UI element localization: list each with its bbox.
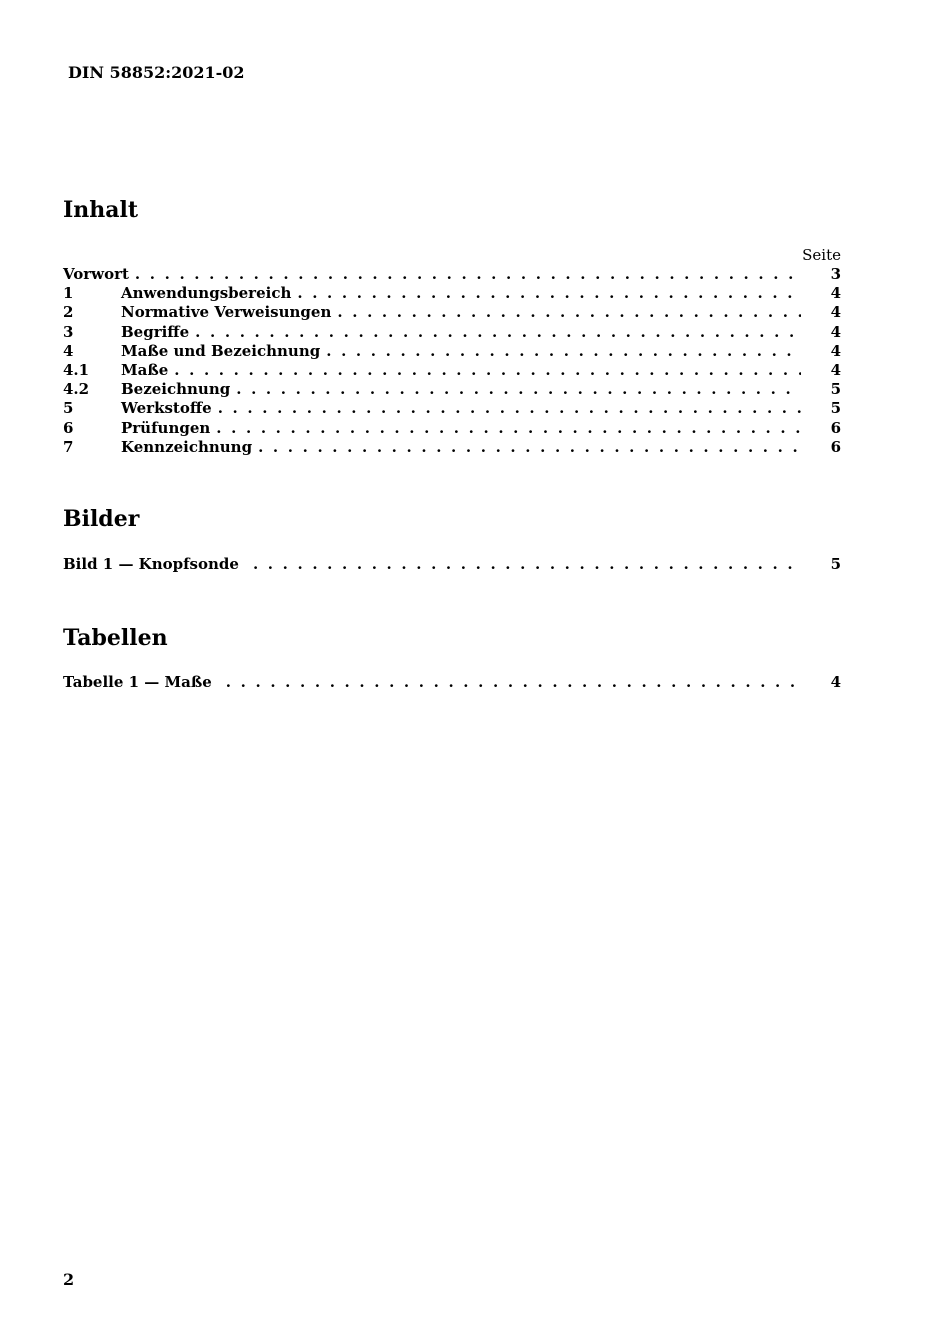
toc-entry-title: Begriffe: [121, 322, 190, 341]
leader-dots: [236, 380, 801, 399]
toc-entry-page: 5: [830, 380, 841, 399]
toc-entry-number: 6: [63, 418, 74, 437]
document-id: DIN 58852:2021-02: [68, 63, 245, 82]
leader-dots: [135, 265, 801, 284]
toc-entry-page: 4: [830, 322, 841, 341]
figures-heading: Bilder: [63, 506, 140, 532]
toc-entry-page: 3: [830, 265, 841, 283]
leader-dots: [226, 673, 801, 692]
toc-entry-page: 4: [830, 284, 841, 303]
leader-dots: [195, 323, 801, 342]
table-of-contents: [63, 246, 841, 457]
page-number: 2: [63, 1270, 75, 1289]
figure-entry-page: 5: [830, 555, 841, 573]
toc-entry-5[interactable]: [63, 399, 841, 418]
toc-entry-title: Vorwort: [63, 265, 129, 283]
toc-entry-page: 6: [830, 437, 841, 456]
toc-entry-number: 4.1: [63, 360, 90, 379]
toc-entry-title: Prüfungen: [121, 418, 211, 437]
list-of-tables: [63, 673, 841, 692]
toc-entry-number: 1: [63, 284, 74, 303]
figure-entry-title: Bild 1 — Knopfsonde: [63, 555, 239, 573]
toc-entry-title: Maße: [121, 360, 169, 379]
toc-entry-number: 4.2: [63, 380, 90, 399]
toc-entry-page: 4: [830, 360, 841, 379]
figure-entry-1[interactable]: [63, 555, 841, 574]
toc-entry-title: Kennzeichnung: [121, 437, 253, 456]
toc-entry-title: Werkstoffe: [121, 399, 212, 418]
toc-entry-6[interactable]: [63, 419, 841, 438]
toc-entry-title: Normative Verweisungen: [121, 303, 332, 322]
toc-entry-number: 7: [63, 437, 74, 456]
toc-entry-page: 6: [830, 418, 841, 437]
toc-entry-1[interactable]: [63, 284, 841, 303]
list-of-figures: [63, 555, 841, 574]
toc-entry-vorwort[interactable]: [63, 265, 841, 284]
toc-entry-4[interactable]: [63, 342, 841, 361]
leader-dots: [218, 399, 801, 418]
page-column-label: Seite: [802, 246, 841, 264]
toc-entry-4-2[interactable]: [63, 380, 841, 399]
table-entry-page: 4: [830, 673, 841, 691]
leader-dots: [337, 303, 801, 322]
contents-heading: Inhalt: [63, 197, 139, 223]
toc-entry-7[interactable]: [63, 438, 841, 457]
toc-entry-title: Bezeichnung: [121, 380, 231, 399]
leader-dots: [326, 342, 801, 361]
toc-entry-number: 3: [63, 322, 74, 341]
leader-dots: [253, 555, 801, 574]
table-entry-1[interactable]: [63, 673, 841, 692]
leader-dots: [297, 284, 801, 303]
toc-entry-4-1[interactable]: [63, 361, 841, 380]
toc-entry-3[interactable]: [63, 323, 841, 342]
table-entry-title: Tabelle 1 — Maße: [63, 673, 212, 691]
toc-entry-title: Maße und Bezeichnung: [121, 341, 321, 360]
toc-entry-page: 4: [830, 341, 841, 360]
toc-entry-title: Anwendungsbereich: [121, 284, 292, 303]
toc-entry-page: 5: [830, 399, 841, 418]
leader-dots: [174, 361, 801, 380]
toc-entry-page: 4: [830, 303, 841, 322]
toc-entry-number: 4: [63, 341, 74, 360]
toc-entry-2[interactable]: [63, 303, 841, 322]
toc-entry-number: 2: [63, 303, 74, 322]
toc-entry-number: 5: [63, 399, 74, 418]
leader-dots: [258, 438, 801, 457]
tables-heading: Tabellen: [63, 625, 168, 651]
leader-dots: [216, 419, 801, 438]
